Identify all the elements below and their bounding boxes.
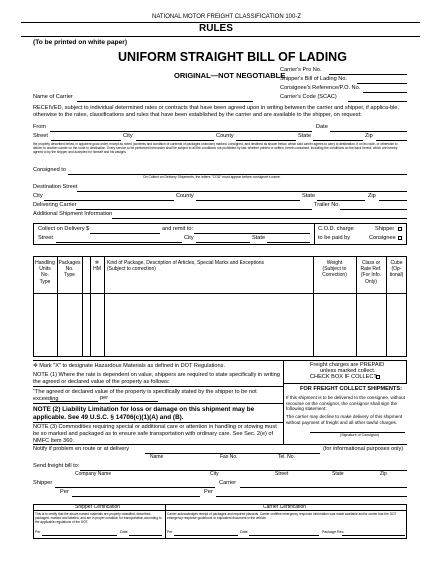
terms-fine-print: the property described below, in apparent good order, except as noted (contents and condition of contents of packages unknown) marked, consigned, and destined as shown below, which said carrier agrees to carry to destination, if on its route, or otherwise to deliver to another carrier on the route to destination. Every service to be performed hereunder shall be subject to all the conditions not prohibited by law, whether printed or written, herein contained, including the conditions on the back hereof, which are hereby agreed to by the shipper and accepted for himself and his assigns.: [33, 142, 398, 154]
cod-city-field[interactable]: [196, 242, 250, 243]
from-field[interactable]: [50, 131, 312, 132]
notify-info-label: (for informational purposes only): [323, 446, 404, 452]
cod-collect-label: Collect on Delivery $: [38, 226, 90, 232]
scac-field[interactable]: [348, 101, 407, 102]
rules-heading: RULES: [199, 23, 233, 34]
bill-to-zip-label: Zip: [380, 471, 387, 477]
carrier-cert-date-label: Date: [240, 530, 248, 534]
destination-street-label: Destination Street: [33, 184, 78, 190]
shipper-certification-title: Shipper Certification: [75, 504, 121, 510]
shipper-per-label: Per: [60, 489, 69, 495]
notify-name-label: Name: [150, 454, 164, 460]
check-collect-label: CHECK BOX IF COLLECT: [310, 374, 377, 380]
shipper-certification-text: This is to certify that the above-named materials are properly classified, described, packaged, marked and labeled, and are in proper condition for transportation according to the applicable regulations of the DOT.: [35, 512, 162, 524]
shipper-cert-date-field[interactable]: [129, 535, 162, 536]
carrier-cert-per-field[interactable]: [174, 535, 238, 536]
destination-state-field[interactable]: [317, 200, 365, 201]
shipper-label: Shipper: [33, 480, 53, 486]
weight-header: Weight (Subject to Correction): [322, 260, 347, 279]
prepaid-label: Freight charges are PREPAID: [310, 362, 385, 368]
date-field[interactable]: [330, 131, 407, 132]
carrier-name-label: Name of Carrier: [33, 94, 73, 100]
bill-number-label: Shipper's Bill of Lading No.: [280, 76, 347, 82]
bill-to-street-label: Street: [275, 471, 289, 477]
origin-street-field[interactable]: [51, 140, 121, 141]
cod-state-label: State: [252, 235, 266, 241]
carrier-per-label: Per: [204, 489, 213, 495]
destination-zip-label: Zip: [368, 193, 376, 199]
cod-shipper-checkbox[interactable]: [398, 227, 402, 231]
origin-city-field[interactable]: [136, 140, 214, 141]
shipper-field[interactable]: [55, 487, 215, 488]
bill-number-field[interactable]: [357, 83, 407, 84]
hazmat-note: ✲ Mark "X" to designate Hazardous Materials as defined in DOT Regulations.: [33, 363, 225, 369]
origin-county-label: County: [216, 133, 234, 139]
consigned-to-label: Consigned to: [33, 167, 66, 173]
carrier-cert-per-label: Per: [167, 530, 173, 534]
freight-collect-title: FOR FREIGHT COLLECT SHIPMENTS:: [300, 386, 402, 392]
handling-units-header: Handling Units No. Type: [35, 260, 55, 285]
rules-divider: [21, 36, 420, 37]
agreed-value-field[interactable]: [50, 401, 98, 402]
packages-header: Packages No. Type: [58, 260, 81, 279]
consignee-ref-field[interactable]: [363, 92, 407, 93]
origin-city-label: City: [123, 133, 133, 139]
additional-info-field[interactable]: [112, 218, 407, 219]
destination-city-field[interactable]: [44, 200, 174, 201]
cod-street-label: Street: [38, 235, 53, 241]
hm-header: ✲ HM: [93, 260, 101, 273]
origin-street-label: Street: [33, 133, 48, 139]
agreed-value-text: "The agreed or declared value of the property is specifically stated by the shipper to be not exceeding: [33, 389, 257, 402]
consignor-signature-label: (Signature of Consignor): [340, 433, 380, 437]
origin-zip-label: Zip: [365, 133, 373, 139]
cod-consignee-checkbox[interactable]: [398, 236, 402, 240]
cod-shipper-label: Shipper: [375, 226, 395, 232]
destination-zip-field[interactable]: [379, 200, 407, 201]
trailer-number-field[interactable]: [340, 209, 407, 210]
destination-county-field[interactable]: [196, 200, 300, 201]
package-rec-field[interactable]: [342, 535, 405, 536]
white-paper-note: (To be printed on white paper): [33, 39, 128, 46]
additional-info-label: Additional Shipment Information: [33, 211, 113, 217]
cod-divider: [314, 223, 315, 245]
cod-paid-by-label: to be paid by: [318, 235, 351, 241]
carrier-per-field[interactable]: [216, 496, 407, 497]
cod-city-label: City: [184, 235, 194, 241]
freight-collect-text: If this shipment is to be delivered to the consignee, without recourse on the consignor, the consignor shall sign the following statement:: [286, 395, 405, 412]
destination-state-label: State: [302, 193, 316, 199]
carrier-label: Carrier: [219, 480, 237, 486]
cube-header: Cube (Op- tional): [389, 260, 404, 279]
cod-remit-field[interactable]: [194, 233, 310, 234]
cod-charge-label: C.O.D. charge: [318, 226, 354, 232]
consignee-ref-label: Consignee's Reference/P.O. No.: [280, 85, 361, 91]
note-2: NOTE (2) Liability Limitation for loss or damage on this shipment may be applicable. See 49 U.S.C. § 14706(c)(1)(A) and (B).: [33, 406, 255, 421]
bill-to-city-label: City: [210, 471, 219, 477]
notify-label: Notify if problem en route or at delivery: [33, 446, 130, 452]
shipper-cert-per-field[interactable]: [42, 535, 117, 536]
origin-county-field[interactable]: [236, 140, 296, 141]
cod-state-field[interactable]: [267, 242, 310, 243]
carrier-cert-date-field[interactable]: [249, 535, 319, 536]
delivering-carrier-label: Delivering Carrier: [33, 202, 77, 208]
destination-street-field[interactable]: [77, 191, 407, 192]
original-not-negotiable: ORIGINAL—NOT NEGOTIABLE: [174, 71, 286, 80]
pro-number-field[interactable]: [329, 74, 407, 75]
bill-to-company-label: Company Name: [75, 471, 112, 477]
bill-to-label: Send freight bill to:: [33, 463, 80, 469]
destination-city-label: City: [33, 193, 43, 199]
decline-text: The carrier may decline to make delivery of this shipment without payment of freight and all other lawful charges.: [286, 414, 403, 425]
scac-label: Carrier's Code (SCAC): [280, 94, 337, 100]
cod-remit-label: and remit to:: [162, 226, 194, 232]
agreed-per-label: per: [100, 395, 109, 401]
cod-consignee-note: On Collect on Delivery Shipments, the letters "COD" must appear before consignee's name.: [143, 175, 281, 179]
shipper-cert-per-label: Per: [35, 530, 41, 534]
origin-state-label: State: [298, 133, 312, 139]
carrier-field[interactable]: [240, 487, 407, 488]
cod-consignee-label: Consignee: [369, 235, 396, 241]
delivering-carrier-field[interactable]: [76, 209, 312, 210]
date-label: Date: [316, 124, 328, 130]
agreed-per-field[interactable]: [110, 401, 158, 402]
classification-header: NATIONAL MOTOR FREIGHT CLASSIFICATION 100-Z: [152, 14, 302, 20]
origin-state-field[interactable]: [313, 140, 363, 141]
unless-collect-label: unless marked collect.: [320, 368, 376, 374]
destination-county-label: County: [176, 193, 194, 199]
note-1: NOTE (1) Where the rate is dependent on value, shippers are required to state specifically in writing the agreed or declared value of the property as follows:: [33, 372, 280, 385]
bill-to-field[interactable]: [80, 470, 407, 471]
notify-fax-label: Fax No.: [220, 454, 238, 460]
description-header: Kind of Package, Description of Articles, Special Marks and Exceptions (Subject to correction): [107, 260, 265, 273]
shipper-cert-date-label: Date: [120, 530, 128, 534]
origin-zip-field[interactable]: [376, 140, 407, 141]
notify-tel-label: Tel. No.: [278, 454, 295, 460]
carrier-name-field[interactable]: [77, 101, 253, 102]
bill-to-state-label: State: [332, 471, 344, 477]
collect-checkbox[interactable]: [376, 375, 380, 379]
package-rec-label: Package Rec.: [322, 530, 345, 534]
from-label: From: [33, 124, 47, 130]
carrier-certification-text: Carrier acknowledges receipt of packages and required placards. Carrier certifies emergency response information was made available and/or carrier has the DOT emergency response guidebook or equivalent document in the vehicle.: [167, 512, 397, 520]
note-3: NOTE (3) Commodities requiring special or additional care or attention in handling or stowing must be so marked and packaged as to ensure safe transportation with ordinary care. See Sec. 2(e) of NMFC Item 360.: [33, 424, 277, 444]
class-header: Class or Rate Ref. (For Info. Only): [360, 260, 382, 285]
shipper-per-field[interactable]: [72, 496, 200, 497]
pro-number-label: Carrier's Pro No.: [280, 67, 322, 73]
document-title: UNIFORM STRAIGHT BILL OF LADING: [118, 50, 347, 64]
cod-street-field[interactable]: [56, 242, 182, 243]
cod-amount-field[interactable]: [90, 233, 160, 234]
trailer-number-label: Trailer No.: [314, 202, 340, 208]
carrier-certification-title: Carrier Certification: [263, 504, 307, 510]
received-statement: RECEIVED, subject to individual determined rates or contracts that have been agreed upon in writing between the carrier and shipper, if applica-ble, otherwise to the rates, classifications and rules that have been established by the carrier and are available to the shipper, on request:: [33, 105, 399, 118]
